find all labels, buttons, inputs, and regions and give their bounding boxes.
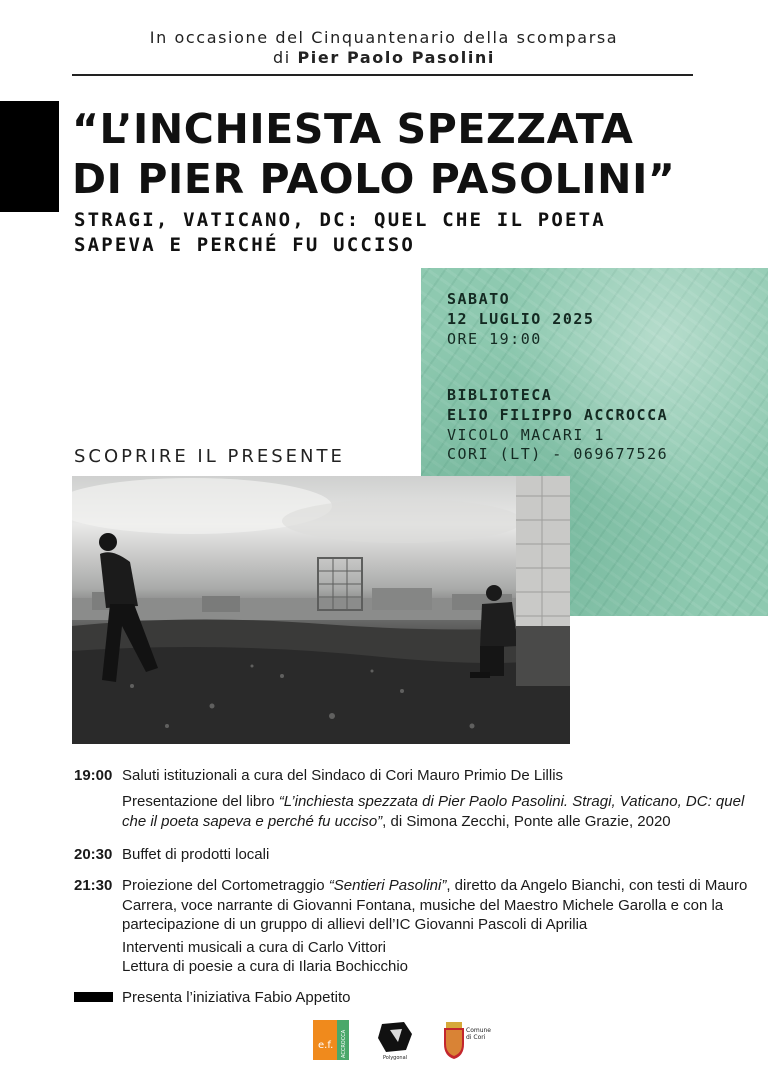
occasion-name-line: [0, 48, 768, 68]
schedule-text: Saluti istituzionali a cura del Sindaco di Cori Mauro Primio De Lillis: [122, 767, 564, 784]
book-title: “L’inchiesta spezzata di Pier Paolo Pasolini. Stragi, Vaticano, DC: quel che il poeta sapeva e perché fu ucciso”: [122, 793, 745, 830]
accrocca-logo: [313, 1020, 349, 1064]
pasolini-photo: [72, 476, 570, 744]
schedule-time: 19:00: [74, 767, 113, 784]
occasion-line: In occasione del Cinquantenario della scomparsa: [149, 28, 619, 47]
comune-line-1: Comune: [466, 1027, 492, 1034]
title-line-1: “L’INCHIESTA SPEZZATA: [72, 105, 634, 153]
occasion-header: [0, 28, 768, 68]
poetry-text: Lettura di poesie a cura di Ilaria Bochicchio: [122, 958, 408, 975]
schedule-text: Buffet di prodotti locali: [122, 846, 270, 863]
page-title: [72, 104, 752, 204]
section-label: SCOPRIRE IL PRESENTE: [74, 446, 345, 467]
polygonal-text: Polygonal: [382, 1055, 408, 1060]
subtitle: [74, 208, 734, 258]
black-accent-block: [0, 101, 59, 212]
event-time: ORE 19:00: [447, 330, 542, 348]
film-screening-text: [122, 876, 752, 935]
venue-address: VICOLO MACARI 1: [447, 426, 605, 444]
film-suffix: , diretto da Angelo Bianchi, con testi di Mauro Carrera, voce narrante di Giovanni Fontana, musiche del Maestro Michele Garolla e con la partecipazione di un gruppo di allievi dell’IC Giovanni Pascoli di Aprilia: [122, 877, 748, 933]
comune-crest: [440, 1020, 496, 1060]
accrocca-letters: e.f.: [318, 1040, 334, 1051]
subtitle-line-2: SAPEVA E PERCHÉ FU UCCISO: [74, 234, 415, 256]
photo-illustration: [72, 476, 570, 744]
subtitle-line-1: STRAGI, VATICANO, DC: QUEL CHE IL POETA: [74, 209, 606, 231]
title-line-2: DI PIER PAOLO PASOLINI”: [72, 155, 676, 203]
event-date: 12 LUGLIO 2025: [447, 310, 595, 328]
schedule-time: 21:30: [74, 877, 113, 894]
film-title: “Sentieri Pasolini”: [328, 877, 447, 894]
header-divider: [72, 74, 693, 76]
book-prefix: Presentazione del libro: [122, 793, 279, 810]
polygonal-logo: [376, 1020, 414, 1064]
book-suffix: , di Simona Zecchi, Ponte alle Grazie, 2020: [382, 812, 671, 830]
presenter-bar: [74, 992, 113, 1002]
comune-di-cori-logo: [440, 1020, 496, 1064]
comune-line-2: di Cori: [466, 1034, 486, 1041]
schedule-time: 20:30: [74, 846, 113, 863]
book-presentation-text: [122, 792, 752, 831]
venue-line-2: ELIO FILIPPO ACCROCCA: [447, 406, 669, 424]
venue-line-1: BIBLIOTECA: [447, 386, 553, 404]
accrocca-text: ACCROCCA: [341, 1029, 347, 1058]
pasolini-name: Pier Paolo Pasolini: [297, 48, 495, 67]
film-prefix: Proiezione del Cortometraggio: [122, 877, 329, 894]
accrocca-logo-mark: [313, 1020, 349, 1060]
polygonal-logo-mark: [376, 1020, 414, 1060]
music-text: Interventi musicali a cura di Carlo Vittori: [122, 939, 386, 956]
occasion-di: di: [272, 48, 291, 67]
event-day: SABATO: [447, 290, 511, 308]
presenter-text: Presenta l’iniziativa Fabio Appetito: [122, 989, 351, 1006]
venue-city-phone: CORI (LT) - 069677526: [447, 445, 669, 463]
